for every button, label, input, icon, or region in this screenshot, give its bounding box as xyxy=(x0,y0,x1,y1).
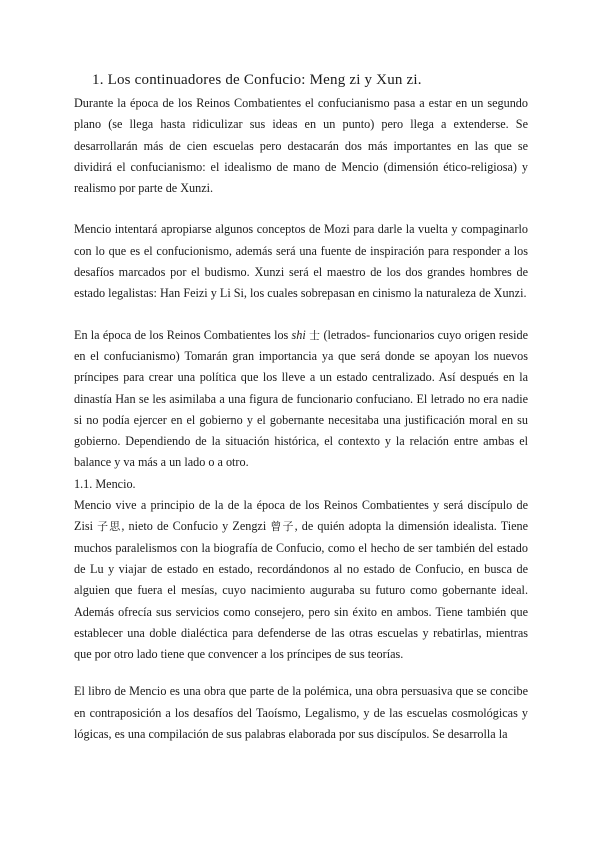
document-body xyxy=(74,93,528,745)
section-title: Los continuadores de Confucio: Meng zi y Xun zi. xyxy=(107,72,422,88)
chinese-char-shi: 士 xyxy=(309,328,321,342)
section-heading xyxy=(92,72,422,89)
paragraph-shi-before: En la época de los Reinos Combatientes los xyxy=(74,327,292,342)
paragraph-libro-mencio: El libro de Mencio es una obra que parte de la polémica, una obra persuasiva que se concibe en contraposición a los desafíos del Taoísmo, Legalismo, y de las escuelas cosmológicas y lógicas, es una compilación de sus palabras elaborada por sus discípulos. Se desarrolla la xyxy=(74,684,528,742)
subsection-heading xyxy=(74,474,528,495)
paragraph-mencio-life xyxy=(74,495,528,665)
paragraph-mencio-a: Mencio vive a principio de la de la época de los Reinos Combatientes y será discípulo de Zisi xyxy=(74,498,528,534)
subsection-title: Mencio. xyxy=(95,476,136,491)
chinese-char-zisi: 子思 xyxy=(97,520,122,534)
paragraph-mencio-b: , nieto de Confucio y Zengzi xyxy=(121,519,271,534)
paragraph-mencio-c: , de quién adopta la dimensión idealista. Tiene muchos paralelismos con la biografía de Confucio, como el hecho de ser también del estado de Lu y viajar de estado en estado, recordándonos al no estado de Confucio, en busca de alguien que fuera el mesías, cuyo nacimiento auguraba su futuro como gobernante ideal. Además ofrecía sus servicios como consejero, pero sin éxito en ambos. Tiene también que establecer una doble dialéctica para defenderse de las otras escuelas y rebatirlas, mientras que por otro lado tiene que convencer a los príncipes de sus teorías. xyxy=(74,519,529,662)
paragraph-shi-after: (letrados- funcionarios cuyo origen reside en el confucianismo) Tomarán gran importancia ya que será donde se apoyan los nuevos príncipes para crear una política que los lleve a un estado centralizado. Así después en la dinastía Han se les asimilaba a una figura de funcionario confuciano. El letrado no era nadie si no podía ejercer en el gobierno y el gobernante necesitaba una justificación moral en su gobierno. Dependiendo de la situación histórica, el contexto y la relación entre ambas el balance y va más a un lado o a otro. xyxy=(74,327,529,470)
chinese-char-zengzi: 曾子 xyxy=(270,520,295,534)
section-number: 1. xyxy=(92,72,104,88)
paragraph-mencio-xunzi: Mencio intentará apropiarse algunos conceptos de Mozi para darle la vuelta y compaginarlo con lo que es el confucionismo, además será una fuente de inspiración para responder a los desafíos marcados por el budismo. Xunzi será el maestro de los dos grandes hombres de estado legalistas: Han Feizi y Li Si, los cuales sobrepasan en cinismo la naturaleza de Xunzi. xyxy=(74,222,528,301)
paragraph-shi xyxy=(74,325,528,474)
paragraph-intro: Durante la época de los Reinos Combatientes el confucianismo pasa a estar en un segundo plano (se llega hasta ridiculizar sus ideas en un punto) pero llega a extenderse. Se desarrollarán más de cien escuelas pero destacarán dos más importantes en las que se dividirá el confucianismo: el idealismo de mano de Mencio (dimensión ético-religiosa) y realismo por parte de Xunzi. xyxy=(74,96,528,196)
subsection-number: 1.1. xyxy=(74,476,93,491)
term-shi: shi xyxy=(291,327,306,342)
